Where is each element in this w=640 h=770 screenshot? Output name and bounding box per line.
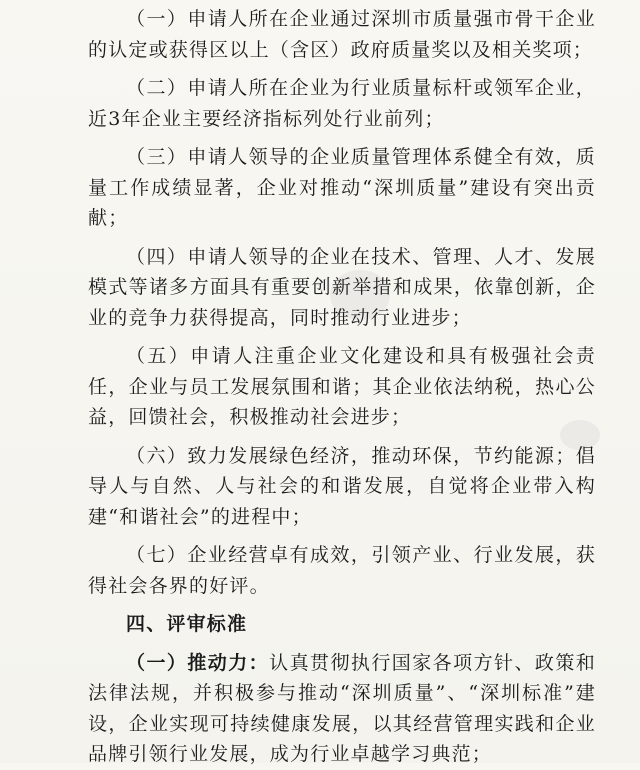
document-body: [88, 4, 596, 770]
requirement-item-2: （二）申请人所在企业为行业质量标杆或领军企业，近3年企业主要经济指标列处行业前列；: [88, 77, 596, 130]
criterion-text: 认真贯彻执行国家各项方针、政策和法律法规，并积极参与推动“深圳质量”、“深圳标准”建设，企业实现可持续健康发展，以其经营管理实践和企业品牌引领行业发展，成为行业卓越学习典范；: [88, 651, 597, 765]
requirement-item-6: （六）致力发展绿色经济，推动环保，节约能源；倡导人与自然、人与社会的和谐发展，自觉将企业带入构建“和谐社会”的进程中；: [88, 444, 596, 528]
requirement-item-1: （一）申请人所在企业通过深圳市质量强市骨干企业的认定或获得区以上（含区）政府质量奖以及相关奖项；: [88, 8, 596, 61]
requirement-item-3: （三）申请人领导的企业质量管理体系健全有效，质量工作成绩显著，企业对推动“深圳质量”建设有突出贡献；: [88, 146, 596, 229]
criterion-lead: （一）推动力：: [126, 651, 270, 674]
section-heading: 四、评审标准: [126, 613, 248, 635]
requirement-item-7: （七）企业经营卓有成效，引领产业、行业发展，获得社会各界的好评。: [88, 544, 596, 597]
requirement-item-5: （五）申请人注重企业文化建设和具有极强社会责任，企业与员工发展氛围和谐；其企业依法纳税，热心公益，回馈社会，积极推动社会进步；: [88, 345, 596, 428]
criterion-item-1: [88, 648, 596, 770]
requirement-item-4: （四）申请人领导的企业在技术、管理、人才、发展模式等诸多方面具有重要创新举措和成果，依靠创新，企业的竞争力获得提高，同时推动行业进步；: [88, 245, 596, 329]
